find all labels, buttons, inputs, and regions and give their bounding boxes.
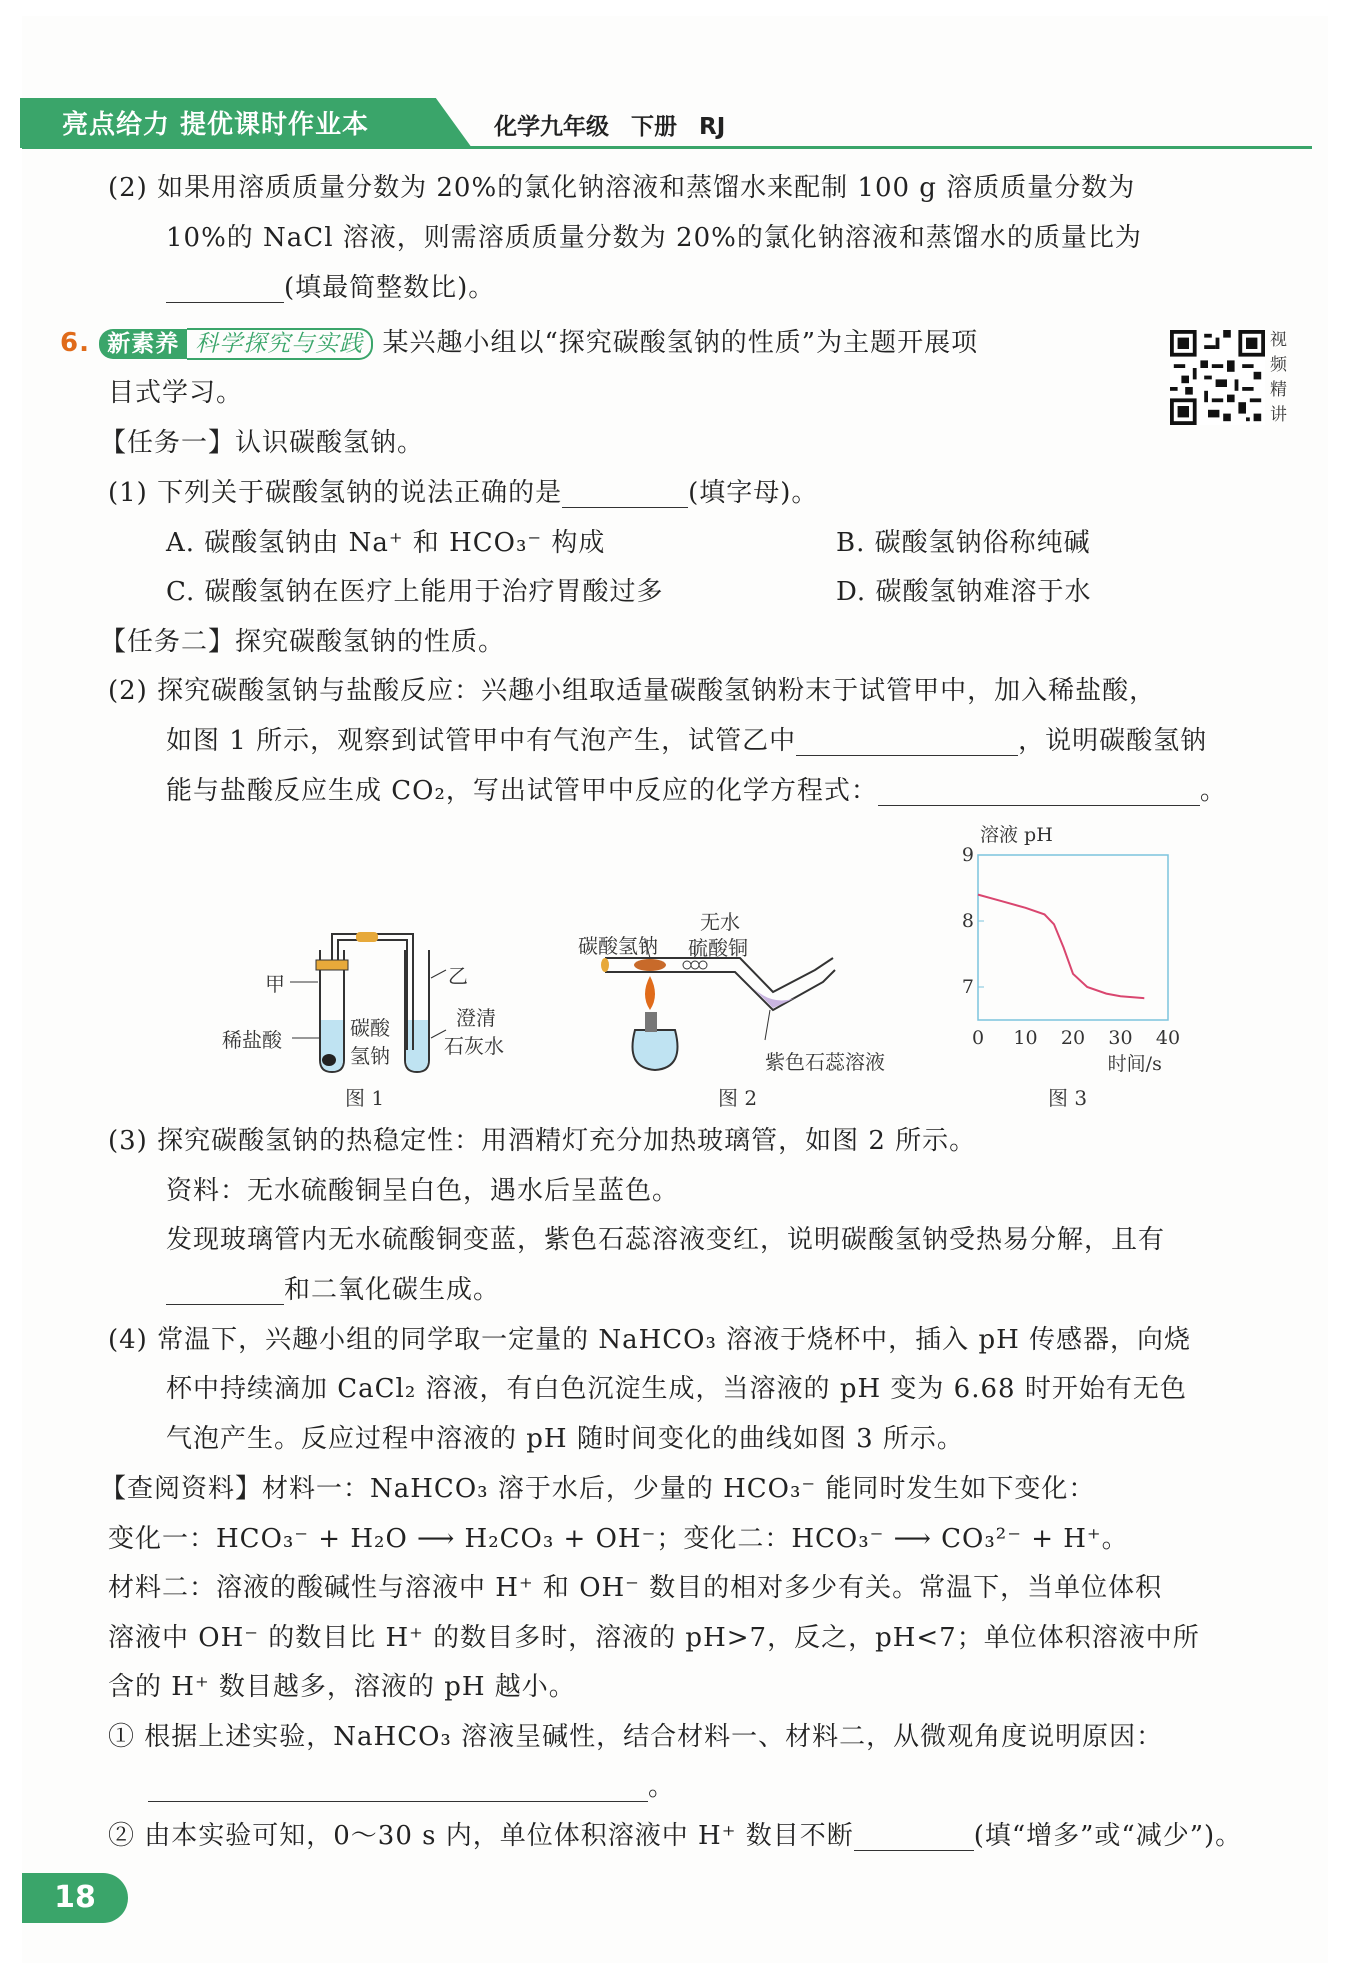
book-title: 亮点给力 提优课时作业本 xyxy=(62,110,370,140)
q6-part3-line4: 和二氧化碳生成。 xyxy=(166,1275,500,1305)
question-number: 6. xyxy=(60,328,90,358)
q6-heading xyxy=(60,328,978,360)
x-tick-label: 10 xyxy=(1013,1027,1038,1049)
label-litmus-solution: 紫色石蕊溶液 xyxy=(765,1050,885,1074)
page-number: 18 xyxy=(22,1873,128,1923)
q6-part2-line1: (2) 探究碳酸氢钠与盐酸反应：兴趣小组取适量碳酸氢钠粉末于试管甲中，加入稀盐酸， xyxy=(108,676,1157,706)
figure-3-ph-chart xyxy=(960,815,1190,1075)
y-tick-label: 9 xyxy=(961,844,974,866)
ph-curve-line xyxy=(978,895,1144,999)
q6-part2-line3: 能与盐酸反应生成 CO₂，写出试管甲中反应的化学方程式： 。 xyxy=(166,776,1227,806)
q5-line3: (填最简整数比)。 xyxy=(166,273,495,303)
subq-1: ① 根据上述实验，NaHCO₃ 溶液呈碱性，结合材料一、材料二，从微观角度说明原因： xyxy=(108,1722,1164,1752)
q6-part3-line1: (3) 探究碳酸氢钠的热稳定性：用酒精灯充分加热玻璃管，如图 2 所示。 xyxy=(108,1126,977,1156)
q6-part4-line1: (4) 常温下，兴趣小组的同学取一定量的 NaHCO₃ 溶液于烧杯中，插入 pH 传感器，向烧 xyxy=(108,1325,1192,1355)
qr-caption: 视频精讲 xyxy=(1270,330,1287,425)
figure-2-caption: 图 2 xyxy=(718,1086,758,1110)
label-limewater-2: 石灰水 xyxy=(444,1034,504,1058)
q6-intro-2: 目式学习。 xyxy=(108,378,244,408)
label-anhydrous-2: 硫酸铜 xyxy=(688,936,748,960)
option-a: A. 碳酸氢钠由 Na⁺ 和 HCO₃⁻ 构成 xyxy=(166,528,606,558)
q6-part1: (1) 下列关于碳酸氢钠的说法正确的是 (填字母)。 xyxy=(108,478,819,508)
new-literacy-badge: 新素养 xyxy=(99,329,187,359)
q6-part3-line3: 发现玻璃管内无水硫酸铜变蓝，紫色石蕊溶液变红，说明碳酸氢钠受热易分解，且有 xyxy=(166,1225,1166,1255)
ref-line1: 【查阅资料】材料一：NaHCO₃ 溶于水后，少量的 HCO₃⁻ 能同时发生如下变化： xyxy=(100,1474,1096,1504)
ref-line3: 材料二：溶液的酸碱性与溶液中 H⁺ 和 OH⁻ 数目的相对多少有关。常温下，当单位体积 xyxy=(108,1573,1163,1603)
ref-line5: 含的 H⁺ 数目越多，溶液的 pH 越小。 xyxy=(108,1672,576,1702)
x-tick-label: 30 xyxy=(1108,1027,1133,1049)
header-rule xyxy=(22,146,1312,149)
option-c: C. 碳酸氢钠在医疗上能用于治疗胃酸过多 xyxy=(166,577,664,607)
volume: 下册 xyxy=(631,114,678,140)
q6-part4-line3: 气泡产生。反应过程中溶液的 pH 随时间变化的曲线如图 3 所示。 xyxy=(166,1424,964,1454)
q6-part2-line2: 如图 1 所示，观察到试管甲中有气泡产生，试管乙中 ，说明碳酸氢钠 xyxy=(166,726,1208,756)
figure-1-caption: 图 1 xyxy=(345,1086,385,1110)
answer-blank[interactable] xyxy=(148,1775,648,1802)
x-axis-label: 时间/s xyxy=(1107,1053,1162,1075)
label-limewater-1: 澄清 xyxy=(456,1006,496,1030)
option-d: D. 碳酸氢钠难溶于水 xyxy=(836,577,1092,607)
y-axis-label: 溶液 pH xyxy=(980,824,1053,846)
label-anhydrous-1: 无水 xyxy=(700,910,740,934)
qr-code-icon[interactable] xyxy=(1170,330,1265,425)
answer-blank[interactable] xyxy=(854,1824,974,1851)
label-sodium-bicarbonate-2: 氢钠 xyxy=(350,1044,390,1068)
answer-blank[interactable] xyxy=(166,276,284,303)
option-b: B. 碳酸氢钠俗称纯碱 xyxy=(836,528,1091,558)
subq-1-answer: 。 xyxy=(148,1772,675,1802)
answer-blank[interactable] xyxy=(878,779,1200,806)
book-subtitle xyxy=(494,108,725,141)
q6-part3-line2: 资料：无水硫酸铜呈白色，遇水后呈蓝色。 xyxy=(166,1176,680,1206)
x-tick-label: 20 xyxy=(1060,1027,1086,1049)
task2-heading: 【任务二】探究碳酸氢钠的性质。 xyxy=(100,627,506,657)
answer-blank[interactable] xyxy=(562,481,688,508)
answer-blank[interactable] xyxy=(796,729,1018,756)
label-nahco3-powder: 碳酸氢钠 xyxy=(578,934,658,958)
ref-line2: 变化一：HCO₃⁻ + H₂O ⟶ H₂CO₃ + OH⁻；变化二：HCO₃⁻ ⟶ CO₃²⁻ + H⁺。 xyxy=(108,1524,1129,1554)
label-hydrochloric-acid: 稀盐酸 xyxy=(222,1028,282,1052)
answer-blank[interactable] xyxy=(166,1278,284,1305)
figure-3-caption: 图 3 xyxy=(1048,1086,1088,1110)
q5-line2: 10%的 NaCl 溶液，则需溶质质量分数为 20%的氯化钠溶液和蒸馏水的质量比为 xyxy=(166,223,1142,253)
ref-line4: 溶液中 OH⁻ 的数目比 H⁺ 的数目多时，溶液的 pH>7，反之，pH<7；单位体积溶液中所 xyxy=(108,1623,1200,1653)
q5-line1: (2) 如果用溶质质量分数为 20%的氯化钠溶液和蒸馏水来配制 100 g 溶质质量分数为 xyxy=(108,173,1136,203)
label-sodium-bicarbonate-1: 碳酸 xyxy=(350,1016,390,1040)
x-tick-label: 0 xyxy=(971,1027,985,1049)
y-tick-label: 8 xyxy=(961,910,974,932)
badge-topic: 科学探究与实践 xyxy=(187,328,373,360)
edition: RJ xyxy=(699,114,726,140)
subject: 化学九年级 xyxy=(494,114,609,140)
q6-intro: 某兴趣小组以“探究碳酸氢钠的性质”为主题开展项 xyxy=(382,328,979,358)
q6-part4-line2: 杯中持续滴加 CaCl₂ 溶液，有白色沉淀生成，当溶液的 pH 变为 6.68 时开始有无色 xyxy=(166,1374,1187,1404)
y-tick-label: 7 xyxy=(961,976,974,998)
subq-2: ② 由本实验可知，0～30 s 内，单位体积溶液中 H⁺ 数目不断 (填“增多”或“减少”)。 xyxy=(108,1821,1243,1851)
label-tube-jia: 甲 xyxy=(265,972,285,996)
label-tube-yi: 乙 xyxy=(448,964,468,988)
plot-frame xyxy=(978,855,1168,1020)
task1-heading: 【任务一】认识碳酸氢钠。 xyxy=(100,428,425,458)
x-tick-label: 40 xyxy=(1155,1027,1181,1049)
